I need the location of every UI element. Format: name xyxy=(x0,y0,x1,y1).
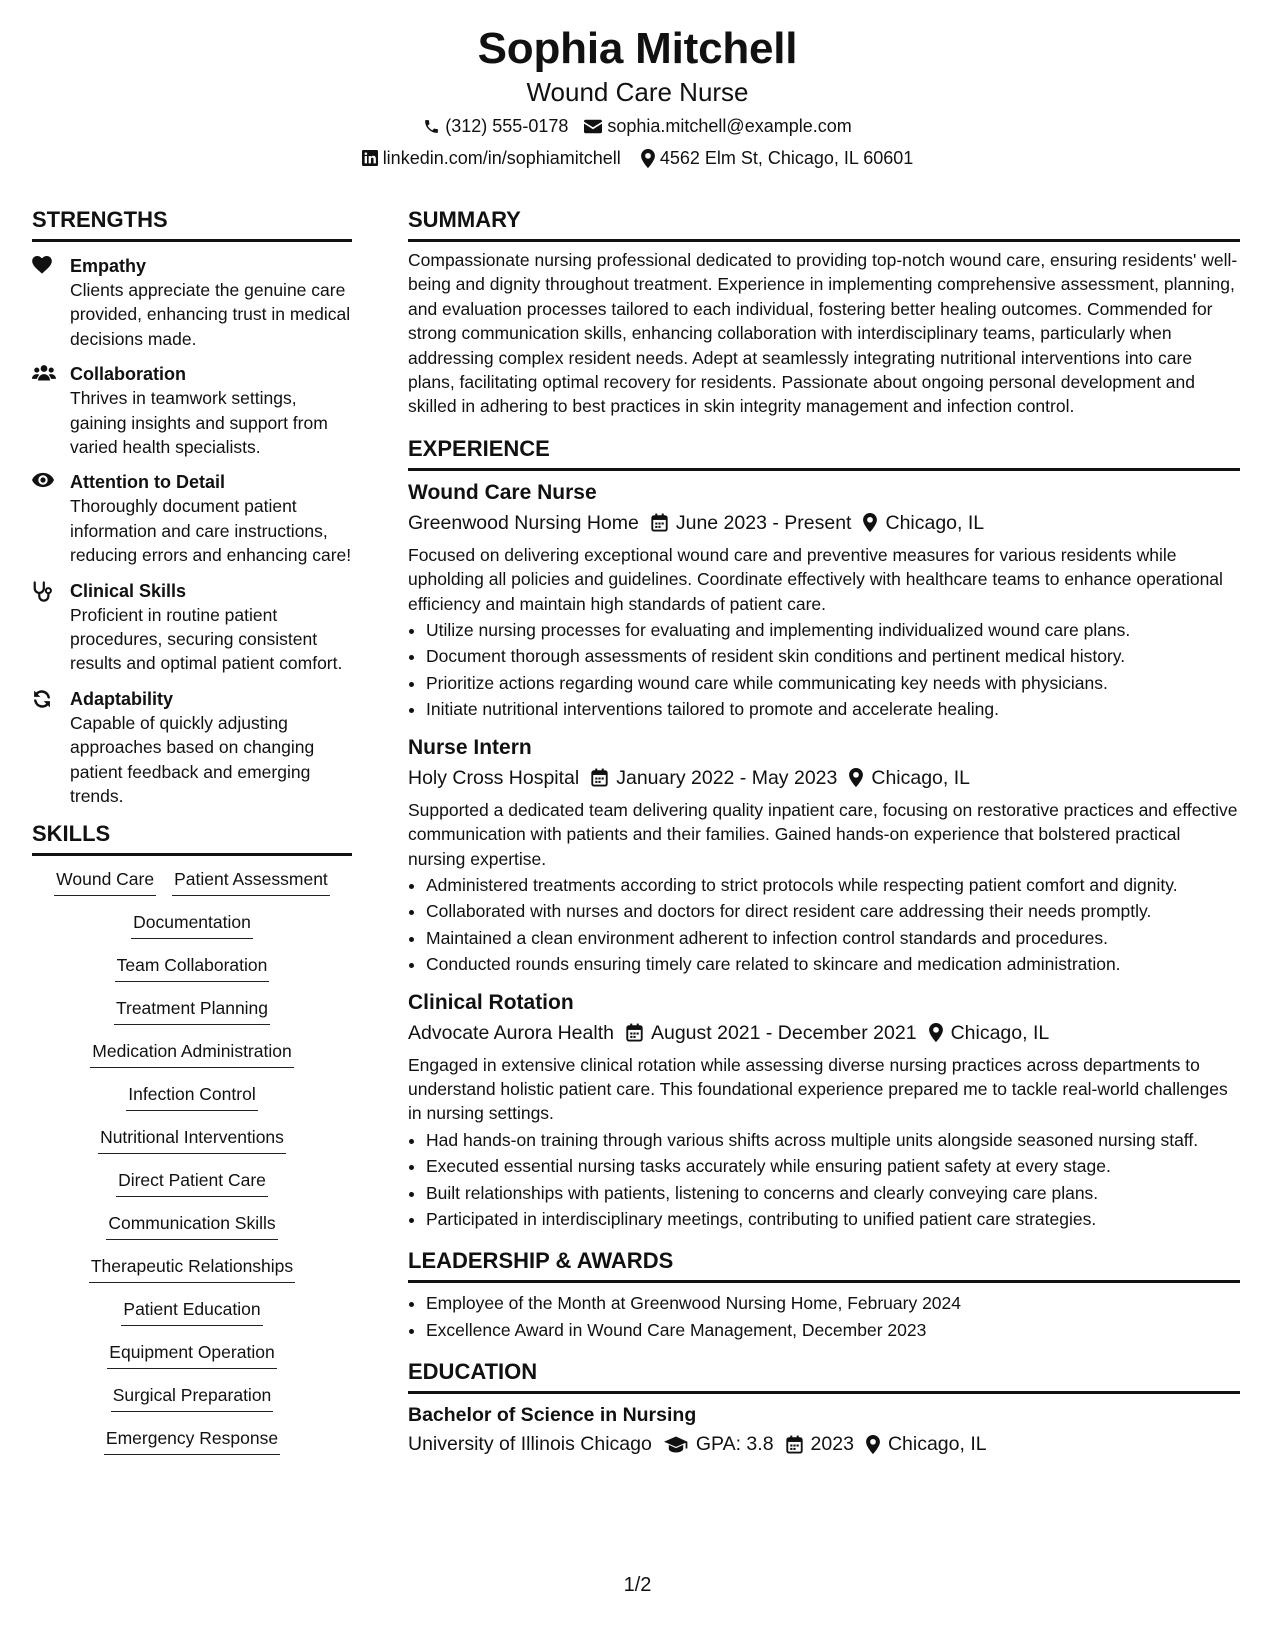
heart-icon xyxy=(32,254,70,351)
skill-tag: Direct Patient Care xyxy=(116,1168,268,1197)
job-location: Chicago, IL xyxy=(871,766,971,789)
job-location: Chicago, IL xyxy=(950,1021,1050,1044)
strength-item xyxy=(32,254,352,351)
job-bullet: • Conducted rounds ensuring timely care related to skincare and medication administration. xyxy=(426,952,1240,976)
skill-tag: Therapeutic Relationships xyxy=(89,1254,295,1283)
skill-tag: Wound Care xyxy=(54,867,156,896)
job-entry xyxy=(408,989,1240,1232)
calendar-icon xyxy=(626,1023,643,1042)
strength-desc: Clients appreciate the genuine care provided, enhancing trust in medical decisions made. xyxy=(70,280,351,349)
job-title: Clinical Rotation xyxy=(408,990,574,1014)
job-bullet: • Had hands-on training through various shifts across multiple units alongside seasoned nursing staff. xyxy=(426,1128,1240,1152)
job-bullet: • Built relationships with patients, listening to concerns and clearly conveying care plans. xyxy=(426,1181,1240,1205)
skill-tag: Equipment Operation xyxy=(107,1340,276,1369)
skill-tag: Team Collaboration xyxy=(115,953,270,982)
job-meta xyxy=(408,1019,1240,1047)
education-location: Chicago, IL xyxy=(887,1433,987,1456)
map-pin-icon xyxy=(641,149,655,168)
job-bullet: • Participated in interdisciplinary meetings, contributing to unified patient care strategies. xyxy=(426,1207,1240,1231)
summary-heading: SUMMARY xyxy=(408,206,1240,242)
job-description: Focused on delivering exceptional wound care and preventive measures for various residents while upholding all policies and guidelines. Coordinate effectively with healthcare teams to enhance operational efficiency and maintain high standards of patient care. xyxy=(408,544,1223,614)
skill-tag: Emergency Response xyxy=(104,1426,280,1455)
strength-title: Collaboration xyxy=(70,364,186,385)
eye-icon xyxy=(32,470,70,567)
strength-title: Attention to Detail xyxy=(70,472,225,493)
phone-contact xyxy=(423,114,568,138)
strength-desc: Thoroughly document patient information and care instructions, reducing errors and enhancing care! xyxy=(70,496,352,566)
contact-row-1 xyxy=(0,114,1275,138)
skills-heading: SKILLS xyxy=(32,820,352,856)
job-meta xyxy=(408,764,1240,792)
strength-title: Clinical Skills xyxy=(70,580,187,601)
job-entry xyxy=(408,734,1240,977)
job-title: Wound Care Nurse xyxy=(408,480,597,504)
job-company: Advocate Aurora Health xyxy=(408,1021,614,1044)
phone-text: (312) 555-0178 xyxy=(445,116,569,136)
strength-item xyxy=(32,687,352,809)
job-bullet: • Utilize nursing processes for evaluating and implementing individualized wound care plans. xyxy=(426,618,1240,642)
strength-item xyxy=(32,470,352,567)
email-contact[interactable] xyxy=(584,114,851,138)
map-pin-icon xyxy=(929,1023,943,1042)
skill-tag: Patient Assessment xyxy=(172,867,330,896)
awards-list xyxy=(408,1291,1240,1342)
graduation-year: 2023 xyxy=(810,1433,854,1456)
graduation-cap-icon xyxy=(664,1436,688,1453)
job-bullet: • Administered treatments according to strict protocols while respecting patient comfort and dignity. xyxy=(426,873,1240,897)
address-contact xyxy=(641,146,914,170)
skills-list xyxy=(32,867,352,1469)
strength-title: Empathy xyxy=(70,256,147,276)
linkedin-icon xyxy=(362,150,378,166)
strength-desc: Proficient in routine patient procedures, securing consistent results and optimal patient comfort. xyxy=(70,604,343,674)
map-pin-icon xyxy=(849,768,863,787)
address-text: 4562 Elm St, Chicago, IL 60601 xyxy=(659,148,914,168)
strengths-heading: STRENGTHS xyxy=(32,206,352,242)
school-name: University of Illinois Chicago xyxy=(408,1433,652,1456)
users-icon xyxy=(32,362,70,459)
job-dates: June 2023 - Present xyxy=(675,511,852,534)
right-column xyxy=(408,206,1240,1458)
envelope-icon xyxy=(584,119,602,134)
job-bullets xyxy=(408,618,1240,722)
summary-text: Compassionate nursing professional dedicated to providing top-notch wound care, ensuring residents' well-being and dignity throughout treatment. Experience in implementing comprehensive assessment, planning, and evaluation processes tailored to each individual, fostering better healing outcomes. Commended for strong communication skills, enhancing collaboration with interdisciplinary teams, particularly when addressing complex resident needs. Adept at seamlessly integrating nutritional interventions into care plans, facilitating optimal recovery for residents. Passionate about ongoing personal development and skilled in adhering to best practices in skin integrity management and infection control. xyxy=(408,250,1238,417)
awards-heading: LEADERSHIP & AWARDS xyxy=(408,1247,1240,1283)
job-description: Engaged in extensive clinical rotation while assessing diverse nursing practices across departments to understand holistic patient care. This foundational experience prepared me to tackle real-world challenges in nursing settings. xyxy=(408,1054,1228,1124)
education-meta xyxy=(408,1430,1240,1458)
strength-title: Adaptability xyxy=(70,688,174,709)
skill-tag: Patient Education xyxy=(121,1297,262,1326)
stethoscope-icon xyxy=(32,579,70,676)
award-item: • Excellence Award in Wound Care Management, December 2023 xyxy=(426,1318,1240,1342)
map-pin-icon xyxy=(863,513,877,532)
calendar-icon xyxy=(591,768,608,787)
skill-tag: Surgical Preparation xyxy=(111,1383,274,1412)
job-bullet: • Document thorough assessments of resident skin conditions and pertinent medical history. xyxy=(426,644,1240,668)
job-dates: August 2021 - December 2021 xyxy=(650,1021,917,1044)
job-entry xyxy=(408,479,1240,722)
experience-heading: EXPERIENCE xyxy=(408,435,1240,471)
job-bullets xyxy=(408,1128,1240,1232)
award-item: • Employee of the Month at Greenwood Nursing Home, February 2024 xyxy=(426,1291,1240,1315)
contact-row-2 xyxy=(0,146,1275,170)
calendar-icon xyxy=(651,513,668,532)
skill-tag: Documentation xyxy=(131,910,253,939)
calendar-icon xyxy=(786,1435,803,1454)
job-bullets xyxy=(408,873,1240,977)
linkedin-contact[interactable] xyxy=(362,146,621,170)
job-meta xyxy=(408,509,1240,537)
strength-desc: Thrives in teamwork settings, gaining insights and support from varied health specialists. xyxy=(70,388,328,458)
education-heading: EDUCATION xyxy=(408,1358,1240,1394)
strength-item xyxy=(32,362,352,459)
skill-tag: Treatment Planning xyxy=(114,996,270,1025)
skill-tag: Medication Administration xyxy=(90,1039,293,1068)
email-text[interactable]: sophia.mitchell@example.com xyxy=(607,116,852,136)
strength-item xyxy=(32,579,352,676)
resume-header xyxy=(0,22,1275,170)
skill-tag: Communication Skills xyxy=(106,1211,277,1240)
job-dates: January 2022 - May 2023 xyxy=(616,766,838,789)
job-location: Chicago, IL xyxy=(885,511,985,534)
job-company: Holy Cross Hospital xyxy=(408,766,580,789)
job-bullet: • Maintained a clean environment adherent to infection control standards and procedures. xyxy=(426,926,1240,950)
job-bullet: • Prioritize actions regarding wound care while communicating key needs with physicians. xyxy=(426,671,1240,695)
strength-desc: Capable of quickly adjusting approaches based on changing patient feedback and emerging trends. xyxy=(70,712,315,807)
job-bullet: • Initiate nutritional interventions tailored to promote and accelerate healing. xyxy=(426,697,1240,721)
job-description: Supported a dedicated team delivering quality inpatient care, focusing on restorative practices and effective communication with patients and their families. Gained hands-on experience that bolstered practical nursing expertise. xyxy=(408,799,1238,869)
job-bullet: • Collaborated with nurses and doctors for direct resident care addressing their needs promptly. xyxy=(426,899,1240,923)
left-column xyxy=(32,206,352,1469)
skill-tag: Infection Control xyxy=(126,1082,257,1111)
skill-tag: Nutritional Interventions xyxy=(98,1125,286,1154)
degree-title: Bachelor of Science in Nursing xyxy=(408,1404,697,1427)
sync-icon xyxy=(32,687,70,809)
phone-icon xyxy=(423,118,440,135)
candidate-role: Wound Care Nurse xyxy=(526,77,749,107)
linkedin-text[interactable]: linkedin.com/in/sophiamitchell xyxy=(382,148,621,168)
strengths-list xyxy=(32,254,352,809)
gpa-text: GPA: 3.8 xyxy=(695,1433,774,1456)
page-number: 1/2 xyxy=(623,1574,652,1596)
job-bullet: • Executed essential nursing tasks accurately while ensuring patient safety at every stage. xyxy=(426,1154,1240,1178)
candidate-name: Sophia Mitchell xyxy=(477,24,798,73)
job-title: Nurse Intern xyxy=(408,735,532,759)
map-pin-icon xyxy=(866,1435,880,1454)
job-company: Greenwood Nursing Home xyxy=(408,511,639,534)
